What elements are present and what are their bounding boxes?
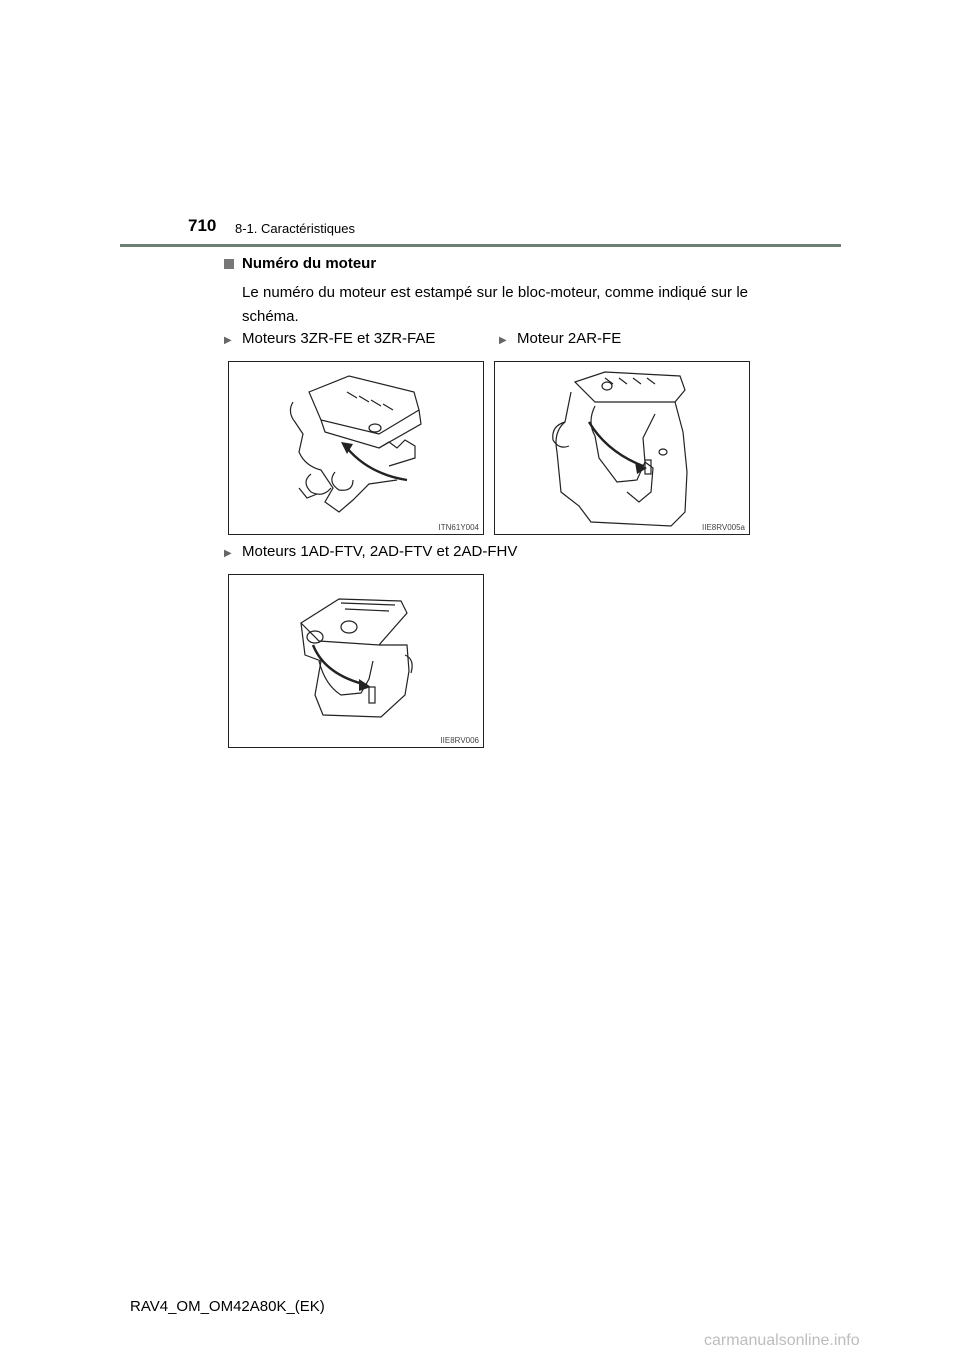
- figure-code: ITN61Y004: [438, 523, 479, 532]
- engine-illustration-ad: [228, 574, 484, 748]
- engine-illustration-3zr: [228, 361, 484, 535]
- engine-illustration-2ar: [494, 361, 750, 535]
- figure-code: IIE8RV005a: [702, 523, 745, 532]
- figure-caption-text: Moteurs 1AD-FTV, 2AD-FTV et 2AD-FHV: [242, 543, 518, 560]
- engine-drawing: [495, 362, 751, 536]
- figure-caption-text: Moteur 2AR-FE: [517, 330, 622, 347]
- watermark: carmanualsonline.info: [704, 1332, 860, 1349]
- triangle-bullet-icon: ▶: [224, 548, 232, 559]
- footer-doc-code: RAV4_OM_OM42A80K_(EK): [130, 1298, 325, 1315]
- triangle-bullet-icon: ▶: [499, 335, 507, 346]
- figure-caption-text: Moteurs 3ZR-FE et 3ZR-FAE: [242, 330, 436, 347]
- section-heading: Numéro du moteur: [242, 255, 377, 272]
- figure-caption-1: [224, 330, 435, 347]
- body-paragraph: Le numéro du moteur est estampé sur le bloc-moteur, comme indiqué sur le schéma.: [242, 284, 748, 325]
- triangle-bullet-icon: ▶: [224, 335, 232, 346]
- page-number: 710: [188, 216, 217, 235]
- square-bullet-icon: [224, 259, 234, 269]
- figure-caption-3: [224, 543, 517, 560]
- header-rule: [120, 244, 841, 247]
- section-title: 8-1. Caractéristiques: [235, 221, 355, 236]
- engine-drawing: [229, 575, 485, 749]
- figure-code: IIE8RV006: [440, 736, 479, 745]
- engine-drawing: [229, 362, 485, 536]
- figure-caption-2: [499, 330, 621, 347]
